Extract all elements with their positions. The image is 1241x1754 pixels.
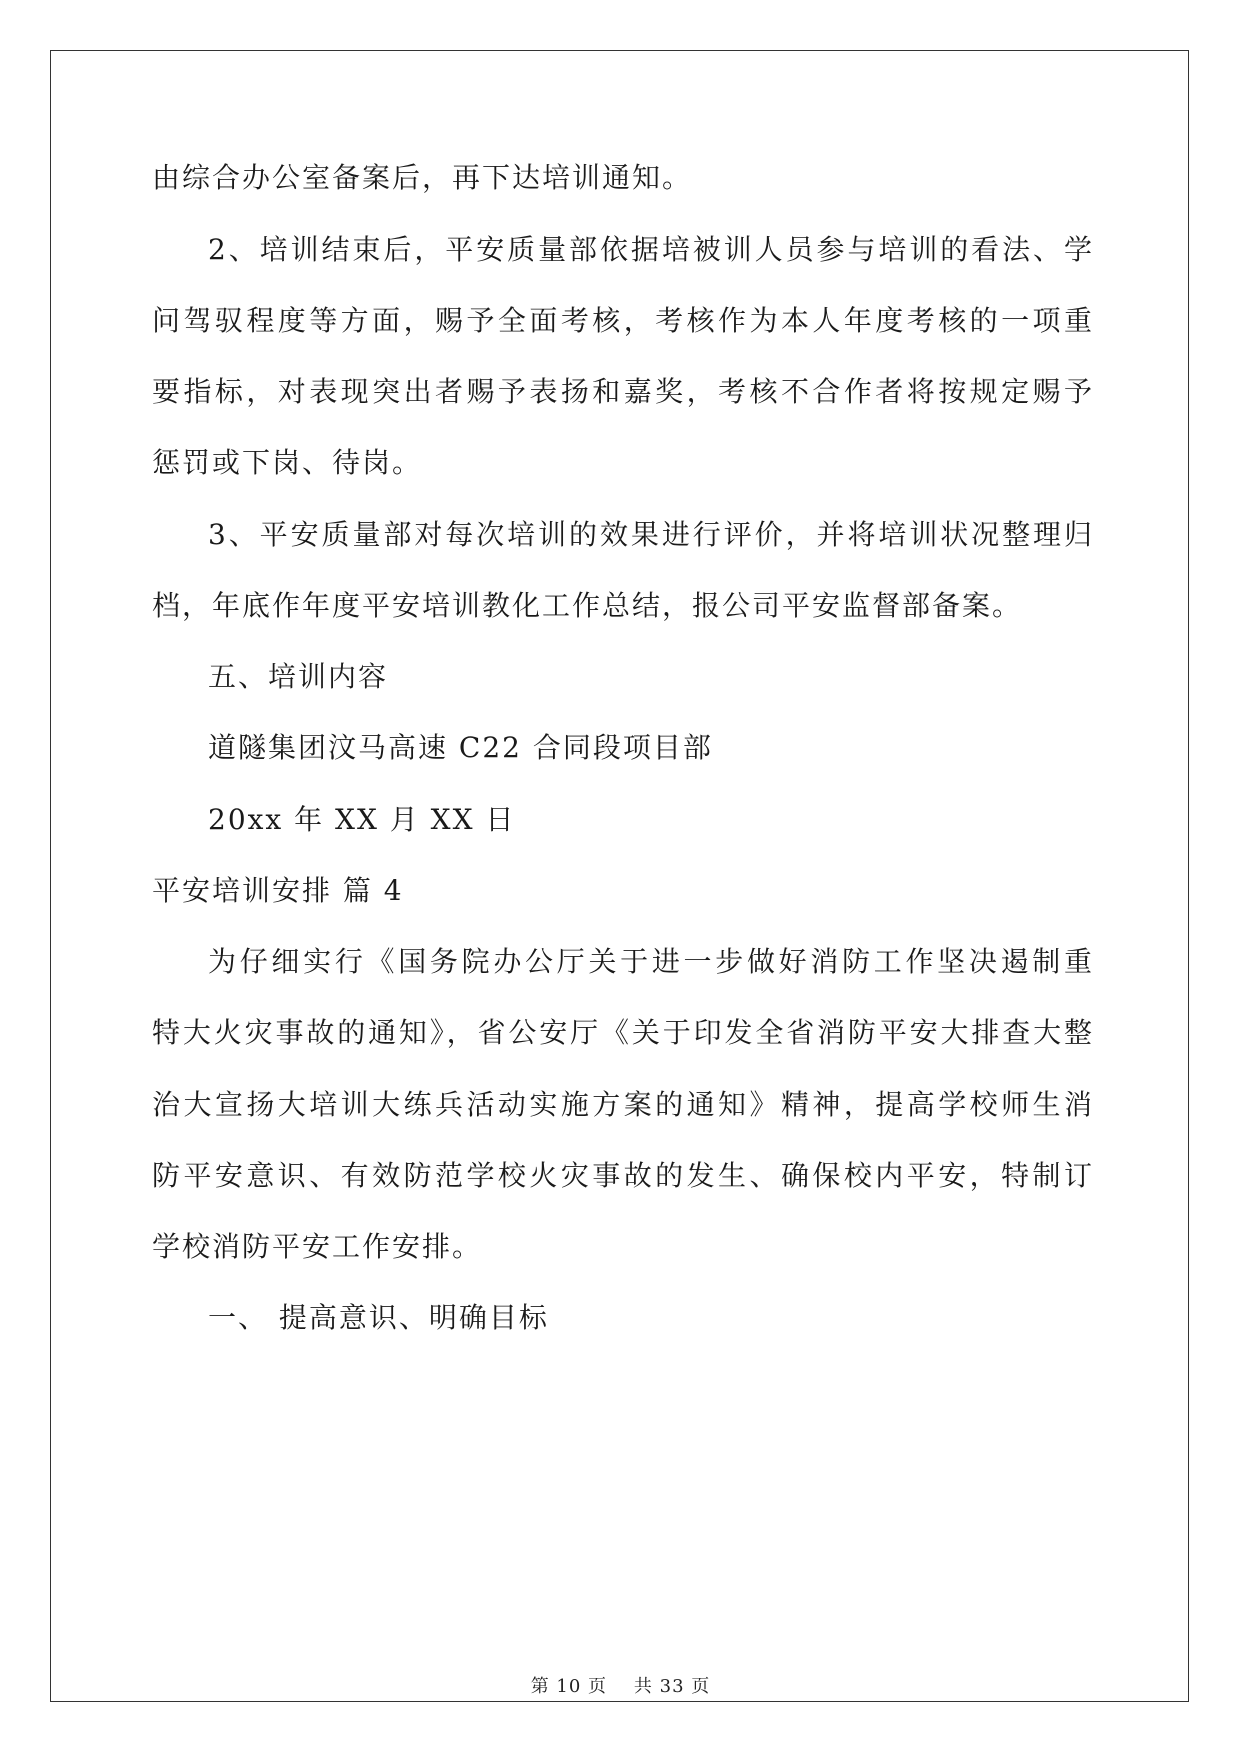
text-line: 惩罚或下岗、待岗。 bbox=[152, 446, 423, 479]
text-line: 道隧集团汶马高速 C22 合同段项目部 bbox=[208, 731, 713, 764]
text-line: 防平安意识、有效防范学校火灾事故的发生、确保校内平安，特制订 bbox=[152, 1159, 1092, 1192]
page-number: 第 10 页 共 33 页 bbox=[530, 1676, 711, 1697]
text-line: 档，年底作年度平安培训教化工作总结，报公司平安监督部备案。 bbox=[152, 589, 1023, 622]
text-line: 治大宣扬大培训大练兵活动实施方案的通知》精神，提高学校师生消 bbox=[152, 1088, 1092, 1121]
date-line: 20xx 年 XX 月 XX 日 bbox=[208, 803, 516, 836]
section-heading: 一、 提高意识、明确目标 bbox=[208, 1301, 549, 1334]
text-line: 由综合办公室备案后，再下达培训通知。 bbox=[152, 161, 693, 194]
text-line: 为仔细实行《国务院办公厅关于进一步做好消防工作坚决遏制重 bbox=[208, 945, 1092, 978]
section-heading: 五、培训内容 bbox=[208, 660, 389, 693]
article-title: 平安培训安排 篇 4 bbox=[152, 874, 404, 907]
text-line: 问驾驭程度等方面，赐予全面考核，考核作为本人年度考核的一项重 bbox=[152, 304, 1092, 337]
text-line: 3、平安质量部对每次培训的效果进行评价，并将培训状况整理归 bbox=[208, 518, 1092, 551]
page-footer bbox=[0, 1676, 1241, 1698]
text-line: 要指标，对表现突出者赐予表扬和嘉奖，考核不合作者将按规定赐予 bbox=[152, 375, 1092, 408]
text-line: 2、培训结束后，平安质量部依据培被训人员参与培训的看法、学 bbox=[208, 233, 1092, 266]
text-line: 特大火灾事故的通知》，省公安厅《关于印发全省消防平安大排查大整 bbox=[152, 1016, 1092, 1049]
text-line: 学校消防平安工作安排。 bbox=[152, 1230, 483, 1263]
